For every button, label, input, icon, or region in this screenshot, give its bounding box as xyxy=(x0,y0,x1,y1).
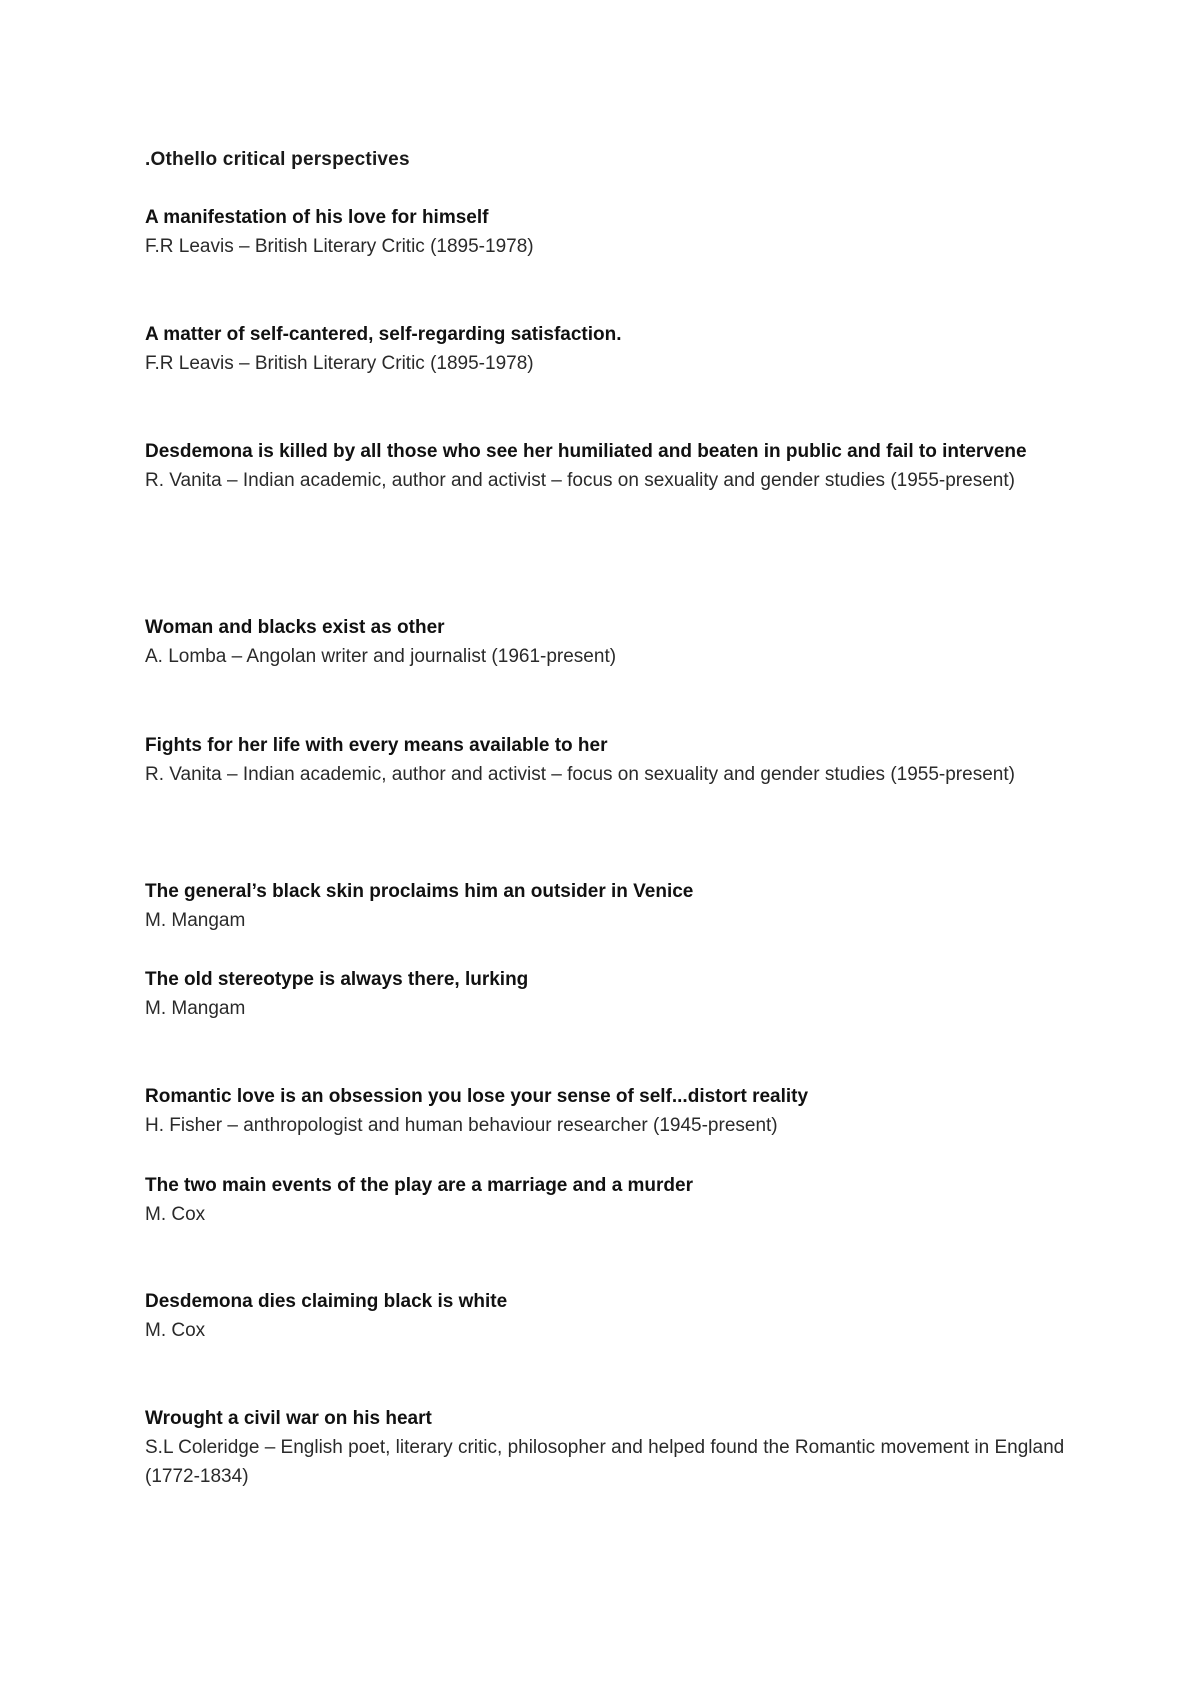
critic-entry xyxy=(145,731,1065,789)
critic-entry xyxy=(145,1171,1065,1229)
quote-text: A manifestation of his love for himself xyxy=(145,207,489,228)
quote-text: The general’s black skin proclaims him an outsider in Venice xyxy=(145,881,694,902)
critic-entry xyxy=(145,1404,1065,1491)
critic-entry xyxy=(145,1082,1065,1140)
critic-entry xyxy=(145,203,1065,261)
quote-text: Fights for her life with every means available to her xyxy=(145,735,608,756)
quote-text: A matter of self-cantered, self-regarding satisfaction. xyxy=(145,324,622,345)
quote-attribution: M. Cox xyxy=(145,1320,206,1341)
critic-entry xyxy=(145,965,1065,1023)
quote-attribution: F.R Leavis – British Literary Critic (1895-1978) xyxy=(145,236,534,257)
critic-entry xyxy=(145,437,1065,495)
quote-attribution: F.R Leavis – British Literary Critic (1895-1978) xyxy=(145,353,534,374)
quote-text: Woman and blacks exist as other xyxy=(145,617,445,638)
quote-attribution: S.L Coleridge – English poet, literary critic, philosopher and helped found the Romantic movement in England (1772-1834) xyxy=(145,1437,1065,1487)
quote-text: Desdemona dies claiming black is white xyxy=(145,1291,508,1312)
critic-entry xyxy=(145,1287,1065,1345)
quote-text: The old stereotype is always there, lurking xyxy=(145,969,529,990)
quote-text: Desdemona is killed by all those who see her humiliated and beaten in public and fail to intervene xyxy=(145,441,1027,462)
quote-attribution: H. Fisher – anthropologist and human behaviour researcher (1945-present) xyxy=(145,1115,778,1136)
document-title: .Othello critical perspectives xyxy=(145,149,410,170)
quote-attribution: A. Lomba – Angolan writer and journalist (1961-present) xyxy=(145,646,617,667)
quote-text: Wrought a civil war on his heart xyxy=(145,1408,432,1429)
critic-entry xyxy=(145,613,1065,671)
quote-attribution: R. Vanita – Indian academic, author and activist – focus on sexuality and gender studies (1955-present) xyxy=(145,764,1015,785)
quote-attribution: M. Mangam xyxy=(145,998,246,1019)
quote-text: Romantic love is an obsession you lose your sense of self...distort reality xyxy=(145,1086,809,1107)
quote-attribution: M. Cox xyxy=(145,1204,206,1225)
critic-entry xyxy=(145,320,1065,378)
quote-attribution: R. Vanita – Indian academic, author and activist – focus on sexuality and gender studies (1955-present) xyxy=(145,470,1015,491)
quote-text: The two main events of the play are a marriage and a murder xyxy=(145,1175,694,1196)
critic-entry xyxy=(145,877,1065,935)
quote-attribution: M. Mangam xyxy=(145,910,246,931)
